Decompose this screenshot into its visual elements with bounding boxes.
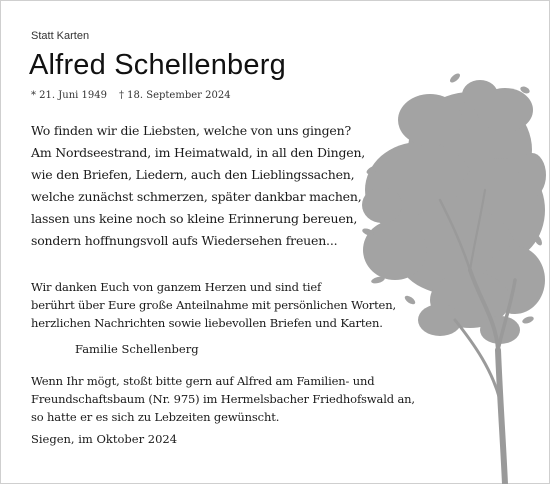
birth-date: * 21. Juni 1949 (31, 90, 107, 101)
deceased-name: Alfred Schellenberg (29, 49, 286, 81)
poem-line: Wo finden wir die Liebsten, welche von uns gingen? (31, 123, 351, 138)
death-date: † 18. September 2024 (118, 90, 231, 101)
thanks-line: Wir danken Euch von ganzem Herzen und sind tief (31, 280, 322, 294)
poem-line: wie den Briefen, Liedern, auch den Lieblingssachen, (31, 167, 355, 182)
poem-line: welche zunächst schmerzen, später dankbar machen, (31, 189, 362, 204)
place-date: Siegen, im Oktober 2024 (31, 432, 178, 446)
poem-line: Am Nordseestrand, im Heimatwald, in all den Dingen, (31, 145, 366, 160)
family-signature: Familie Schellenberg (75, 342, 199, 356)
visit-line: Freundschaftsbaum (Nr. 975) im Hermelsbacher Friedhofswald an, (31, 392, 415, 406)
thanks-line: berührt über Eure große Anteilnahme mit persönlichen Worten, (31, 298, 396, 312)
poem-line: lassen uns keine noch so kleine Erinnerung bereuen, (31, 211, 358, 226)
life-dates (31, 90, 231, 101)
poem (31, 120, 365, 252)
visit-paragraph (31, 372, 415, 426)
thanks-paragraph (31, 278, 396, 332)
visit-line: Wenn Ihr mögt, stoßt bitte gern auf Alfred am Familien- und (31, 374, 375, 388)
visit-line: so hatte er es sich zu Lebzeiten gewünscht. (31, 410, 280, 424)
statt-karten-label: Statt Karten (31, 30, 90, 42)
thanks-line: herzlichen Nachrichten sowie liebevollen Briefen und Karten. (31, 316, 383, 330)
poem-line: sondern hoffnungsvoll aufs Wiedersehen freuen... (31, 233, 338, 248)
